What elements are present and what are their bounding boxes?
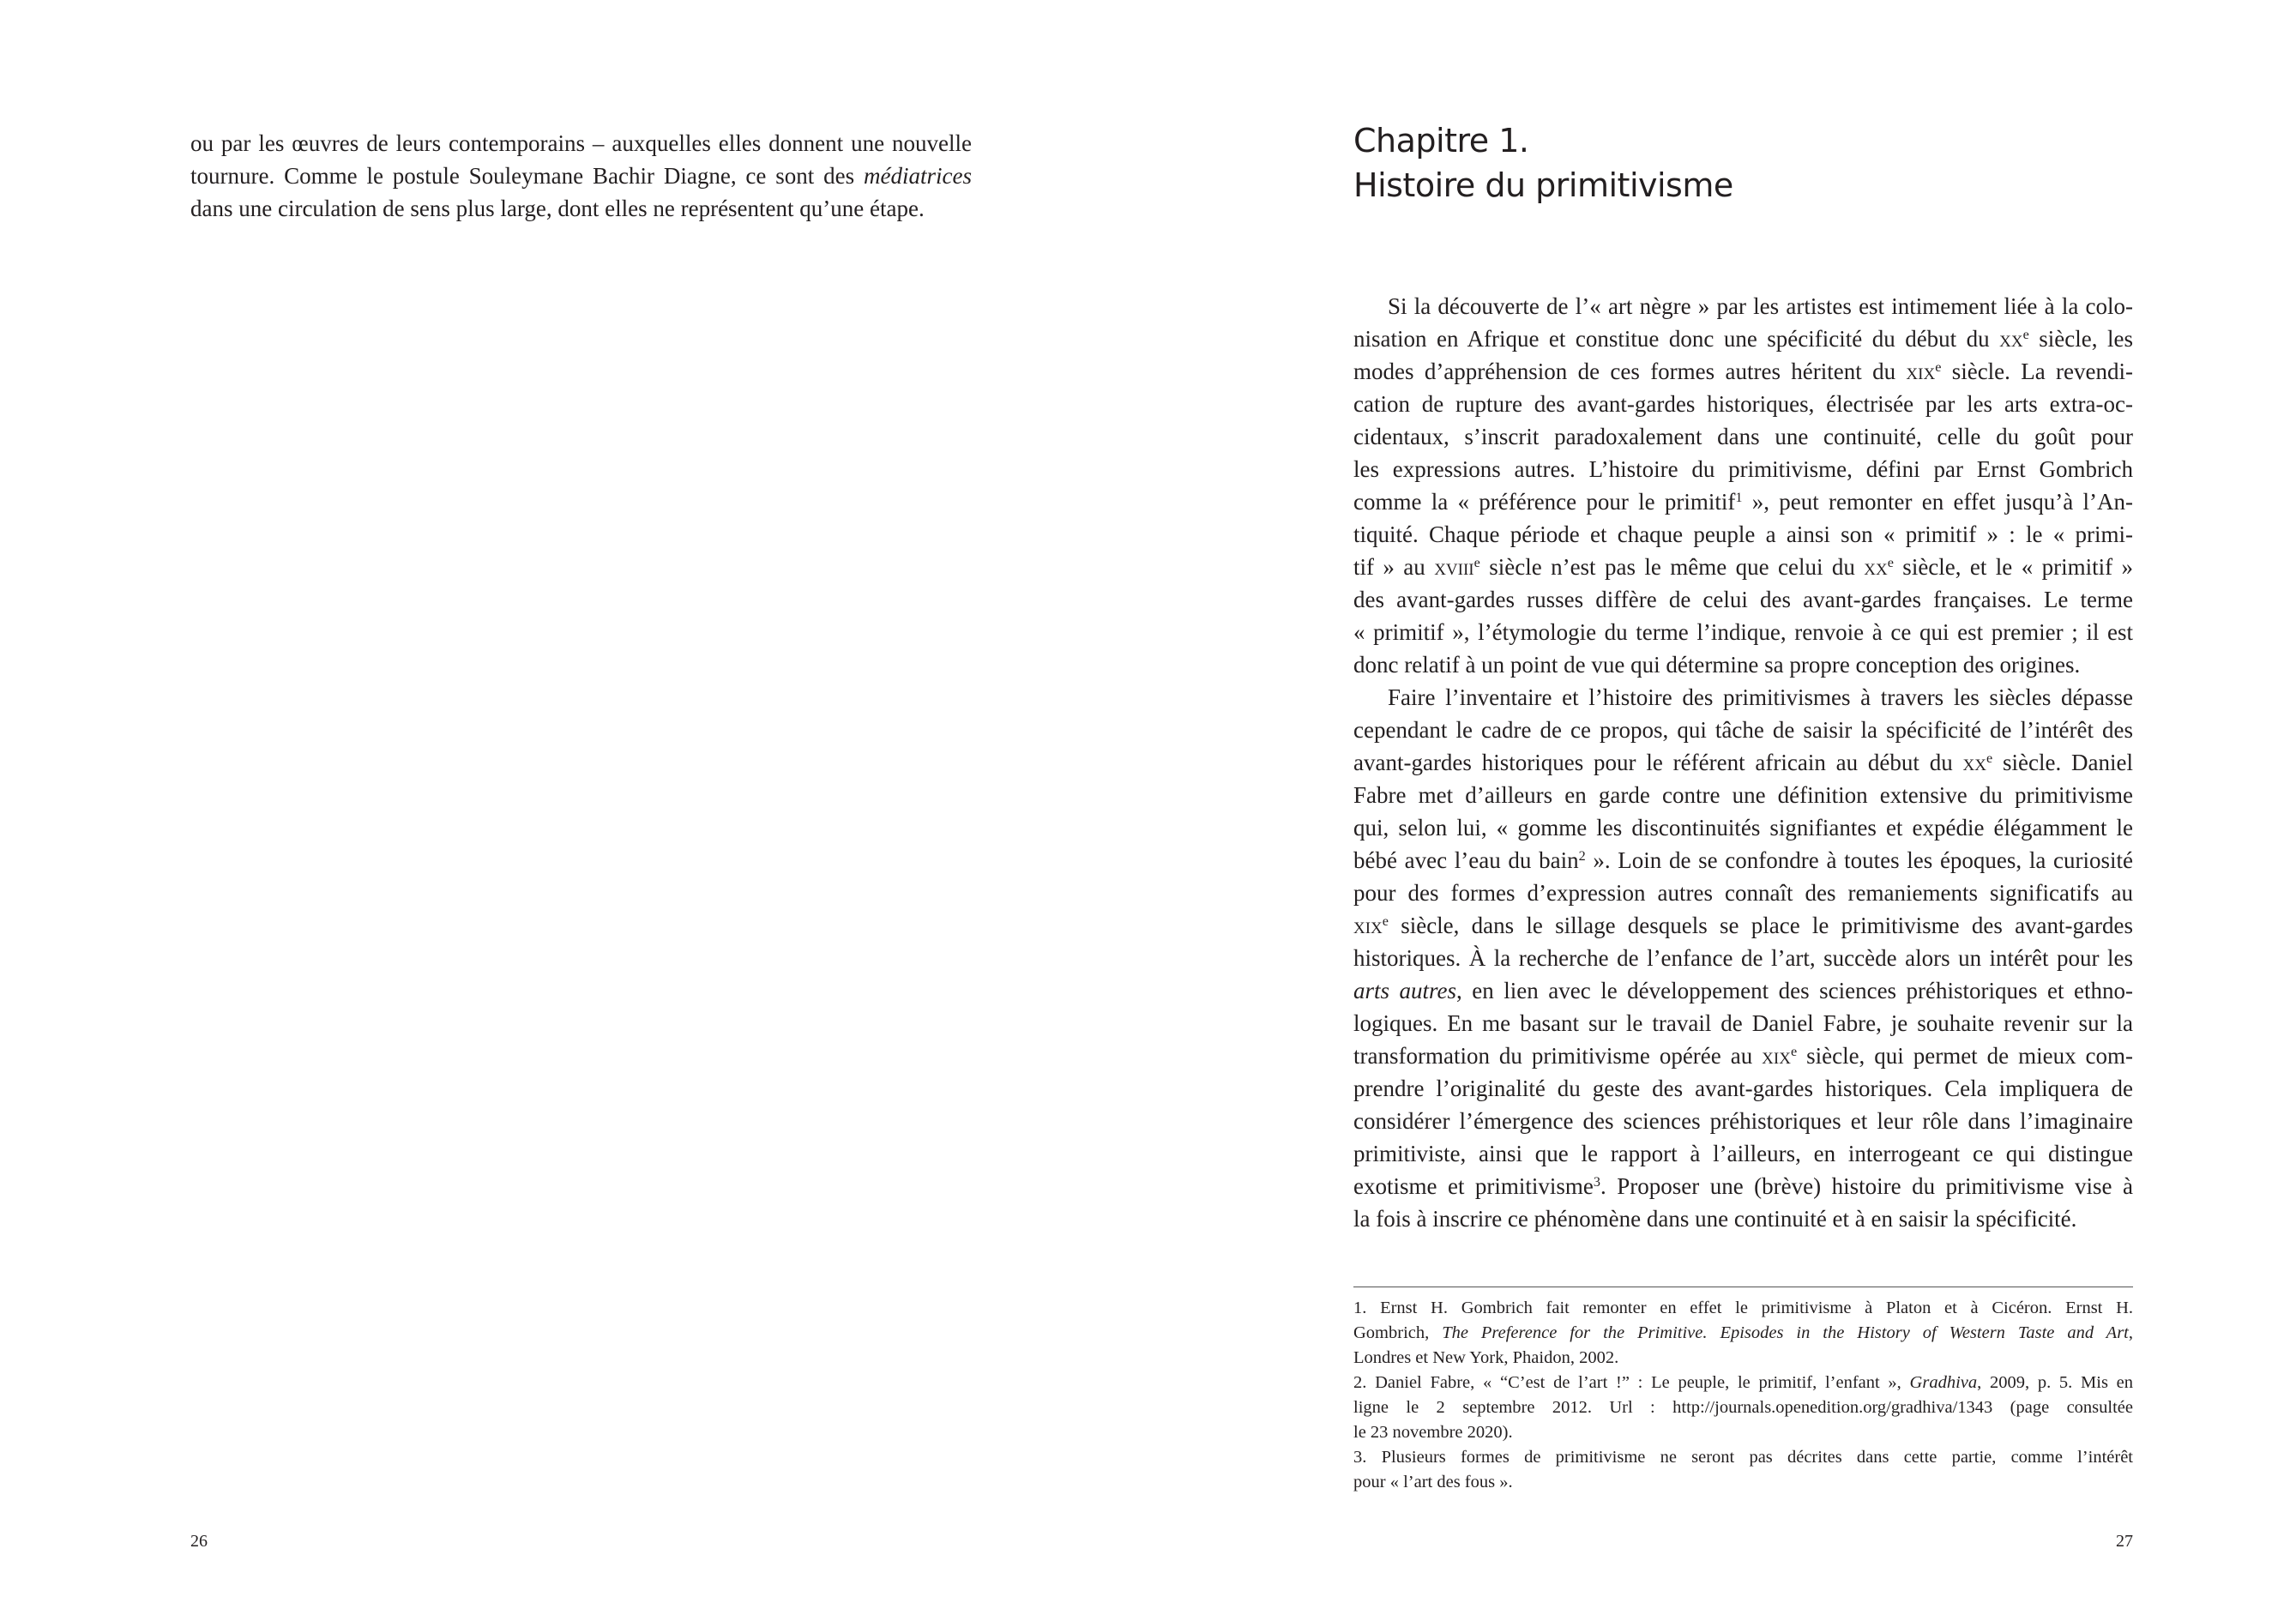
text-segment: historiques. À la recherche de l’enfance de l’art, succède alors un intérêt pour les — [1353, 945, 2133, 971]
chapter-heading — [1353, 118, 1733, 208]
text-line — [1353, 779, 2133, 811]
page-number-right: 27 — [2116, 1532, 2133, 1551]
superscript: e — [1790, 1044, 1798, 1060]
text-line — [1353, 616, 2133, 648]
text-segment: avant-gardes historiques pour le référent africain au début du — [1353, 750, 1963, 775]
text-segment: siècle, qui permet de mieux com- — [1797, 1043, 2134, 1069]
paragraph — [1353, 290, 2133, 681]
text-line — [1353, 551, 2133, 583]
text-segment: Faire l’inventaire et l’histoire des primitivismes à travers les siècles dépasse — [1388, 684, 2133, 710]
text-line — [1353, 1371, 2133, 1395]
text-segment: siècle. La revendi- — [1941, 359, 2133, 384]
superscript: 1 — [1735, 490, 1743, 506]
text-segment: Fabre met d’ailleurs en garde contre une définition extensive du primitivisme — [1353, 782, 2133, 808]
text-segment: prendre l’originalité du geste des avant-gardes historiques. Cela impliquera de — [1353, 1076, 2133, 1101]
text-line — [1353, 877, 2133, 909]
text-segment: donc relatif à un point de vue qui détermine sa propre conception des origines. — [1353, 652, 2081, 678]
text-line — [1353, 844, 2133, 877]
text-line — [1353, 648, 2133, 681]
text-line — [1353, 1346, 2133, 1371]
text-segment: modes d’appréhension de ces formes autres héritent du — [1353, 359, 1907, 384]
text-line — [1353, 1321, 2133, 1346]
footnote — [1353, 1445, 2133, 1495]
text-segment: , en lien avec le développement des sciences préhistoriques et ethno- — [1456, 978, 2133, 1003]
text-segment: comme la « préférence pour le primitif — [1353, 489, 1736, 515]
text-segment: exotisme et primitivisme — [1353, 1173, 1594, 1199]
text-line — [1353, 1470, 2133, 1495]
footnotes — [1353, 1296, 2133, 1495]
text-segment: », peut remonter en effet jusqu’à l’An- — [1742, 489, 2133, 515]
text-line — [1353, 355, 2133, 388]
text-segment: 3. Plusieurs formes de primitivisme ne seront pas décrites dans cette partie, comme l’intérêt — [1353, 1448, 2133, 1467]
text-segment: pour des formes d’expression autres connaît des remaniements significatifs au — [1353, 880, 2133, 906]
text-segment: dans une circulation de sens plus large, dont elles ne représentent qu’une étape. — [190, 196, 925, 221]
text-segment: ou par les œuvres de leurs contemporains – auxquelles elles donnent une nouvelle — [190, 130, 972, 156]
italic-text: médiatrices — [864, 163, 972, 189]
chapter-label: Chapitre 1. — [1353, 122, 1529, 160]
text-line — [190, 192, 972, 225]
text-line — [190, 160, 972, 192]
text-segment: , — [2128, 1323, 2133, 1342]
text-segment: qui, selon lui, « gomme les discontinuités signifiantes et expédie élégamment le — [1353, 815, 2133, 841]
text-segment: 1. Ernst H. Gombrich fait remonter en effet le primitivisme à Platon et à Cicéron. Ernst H. — [1353, 1299, 2133, 1317]
text-line — [1353, 1202, 2133, 1235]
text-segment: siècle. Daniel — [1992, 750, 2133, 775]
text-segment: xx — [1864, 554, 1888, 580]
text-segment: xix — [1906, 359, 1936, 384]
text-line — [1353, 1137, 2133, 1170]
text-line — [1353, 1296, 2133, 1321]
text-line — [1353, 518, 2133, 551]
text-line — [1353, 1420, 2133, 1445]
italic-text: Gradhiva — [1909, 1373, 1978, 1392]
text-segment: xviii — [1434, 554, 1474, 580]
text-segment: tiquité. Chaque période et chaque peuple a ainsi son « primitif » : le « primi- — [1353, 521, 2133, 547]
text-line — [1353, 1007, 2133, 1039]
text-line — [1353, 1039, 2133, 1072]
text-segment: nisation en Afrique et constitue donc une spécificité du début du — [1353, 326, 2000, 352]
text-line — [1353, 974, 2133, 1007]
text-segment: tournure. Comme le postule Souleymane Bachir Diagne, ce sont des — [190, 163, 865, 189]
text-segment: ligne le 2 septembre 2012. Url : http://journals.openedition.org/gradhiva/1343 (page consultée — [1353, 1398, 2133, 1417]
footnote — [1353, 1371, 2133, 1445]
text-segment: primitiviste, ainsi que le rapport à l’ailleurs, en interrogeant ce qui distingue — [1353, 1141, 2133, 1166]
text-segment: transformation du primitivisme opérée au — [1353, 1043, 1763, 1069]
text-line — [1353, 322, 2133, 355]
superscript: 2 — [1578, 848, 1586, 865]
text-segment: pour « l’art des fous ». — [1353, 1473, 1513, 1491]
italic-text: arts autres — [1353, 978, 1457, 1003]
text-line — [1353, 290, 2133, 322]
text-line — [190, 127, 972, 160]
text-segment: siècle n’est pas le même que celui du — [1479, 554, 1865, 580]
text-segment: Si la découverte de l’« art nègre » par les artistes est intimement liée à la colo- — [1388, 293, 2133, 319]
text-segment: siècle, et le « primitif » — [1893, 554, 2133, 580]
text-line — [1353, 942, 2133, 974]
text-segment: les expressions autres. L’histoire du primitivisme, défini par Ernst Gombrich — [1353, 456, 2133, 482]
left-page-body-text — [190, 127, 972, 225]
footnote — [1353, 1296, 2133, 1371]
text-line — [1353, 681, 2133, 714]
right-page-body-text — [1353, 290, 2133, 1235]
text-segment: Londres et New York, Phaidon, 2002. — [1353, 1348, 1619, 1367]
text-segment: Gombrich, — [1353, 1323, 1443, 1342]
text-segment: xx — [1962, 750, 1986, 775]
text-segment: considérer l’émergence des sciences préhistoriques et leur rôle dans l’imaginaire — [1353, 1108, 2133, 1134]
text-segment: . Proposer une (brève) histoire du primitivisme vise à — [1600, 1173, 2133, 1199]
superscript: e — [1986, 750, 1993, 767]
text-line — [1353, 1105, 2133, 1137]
text-line — [1353, 1072, 2133, 1105]
text-line — [1353, 453, 2133, 485]
text-segment: « primitif », l’étymologie du terme l’indique, renvoie à ce qui est premier ; il est — [1353, 619, 2133, 645]
text-segment: tif » au — [1353, 554, 1435, 580]
text-segment: , 2009, p. 5. Mis en — [1977, 1373, 2133, 1392]
text-segment: 2. Daniel Fabre, « “C’est de l’art !” : Le peuple, le primitif, l’enfant », — [1353, 1373, 1910, 1392]
superscript: e — [1935, 359, 1942, 376]
text-segment: siècle, les — [2028, 326, 2133, 352]
chapter-title: Histoire du primitivisme — [1353, 166, 1733, 204]
text-segment: xx — [1999, 326, 2023, 352]
text-segment: le 23 novembre 2020). — [1353, 1423, 1513, 1442]
text-line — [1353, 746, 2133, 779]
superscript: e — [2022, 327, 2029, 343]
text-line — [1353, 1395, 2133, 1420]
text-segment: xix — [1353, 913, 1383, 938]
italic-text: The Preference for the Primitive. Episodes in the History of Western Taste and Art — [1442, 1323, 2129, 1342]
text-segment: logiques. En me basant sur le travail de Daniel Fabre, je souhaite revenir sur la — [1353, 1010, 2133, 1036]
superscript: e — [1473, 555, 1480, 571]
text-line — [1353, 1445, 2133, 1470]
text-line — [1353, 1170, 2133, 1202]
text-line — [1353, 583, 2133, 616]
text-line — [1353, 811, 2133, 844]
text-segment: cation de rupture des avant-gardes historiques, électrisée par les arts extra-oc- — [1353, 391, 2133, 417]
superscript: e — [1887, 555, 1894, 571]
text-line — [1353, 388, 2133, 420]
text-segment: la fois à inscrire ce phénomène dans une continuité et à en saisir la spécificité. — [1353, 1206, 2077, 1232]
text-segment: xix — [1762, 1043, 1791, 1069]
paragraph — [190, 127, 972, 225]
text-line — [1353, 485, 2133, 518]
text-segment: cidentaux, s’inscrit paradoxalement dans une continuité, celle du goût pour — [1353, 424, 2133, 449]
text-segment: siècle, dans le sillage desquels se place le primitivisme des avant-gardes — [1388, 913, 2133, 938]
text-segment: ». Loin de se confondre à toutes les époques, la curiosité — [1585, 847, 2133, 873]
superscript: 3 — [1593, 1174, 1601, 1190]
text-segment: cependant le cadre de ce propos, qui tâche de saisir la spécificité de l’intérêt des — [1353, 717, 2133, 743]
page-number-left: 26 — [190, 1532, 208, 1551]
text-segment: des avant-gardes russes diffère de celui des avant-gardes françaises. Le terme — [1353, 587, 2133, 612]
text-line — [1353, 909, 2133, 942]
superscript: e — [1382, 913, 1389, 930]
paragraph — [1353, 681, 2133, 1235]
text-line — [1353, 714, 2133, 746]
text-segment: bébé avec l’eau du bain — [1353, 847, 1579, 873]
text-line — [1353, 420, 2133, 453]
